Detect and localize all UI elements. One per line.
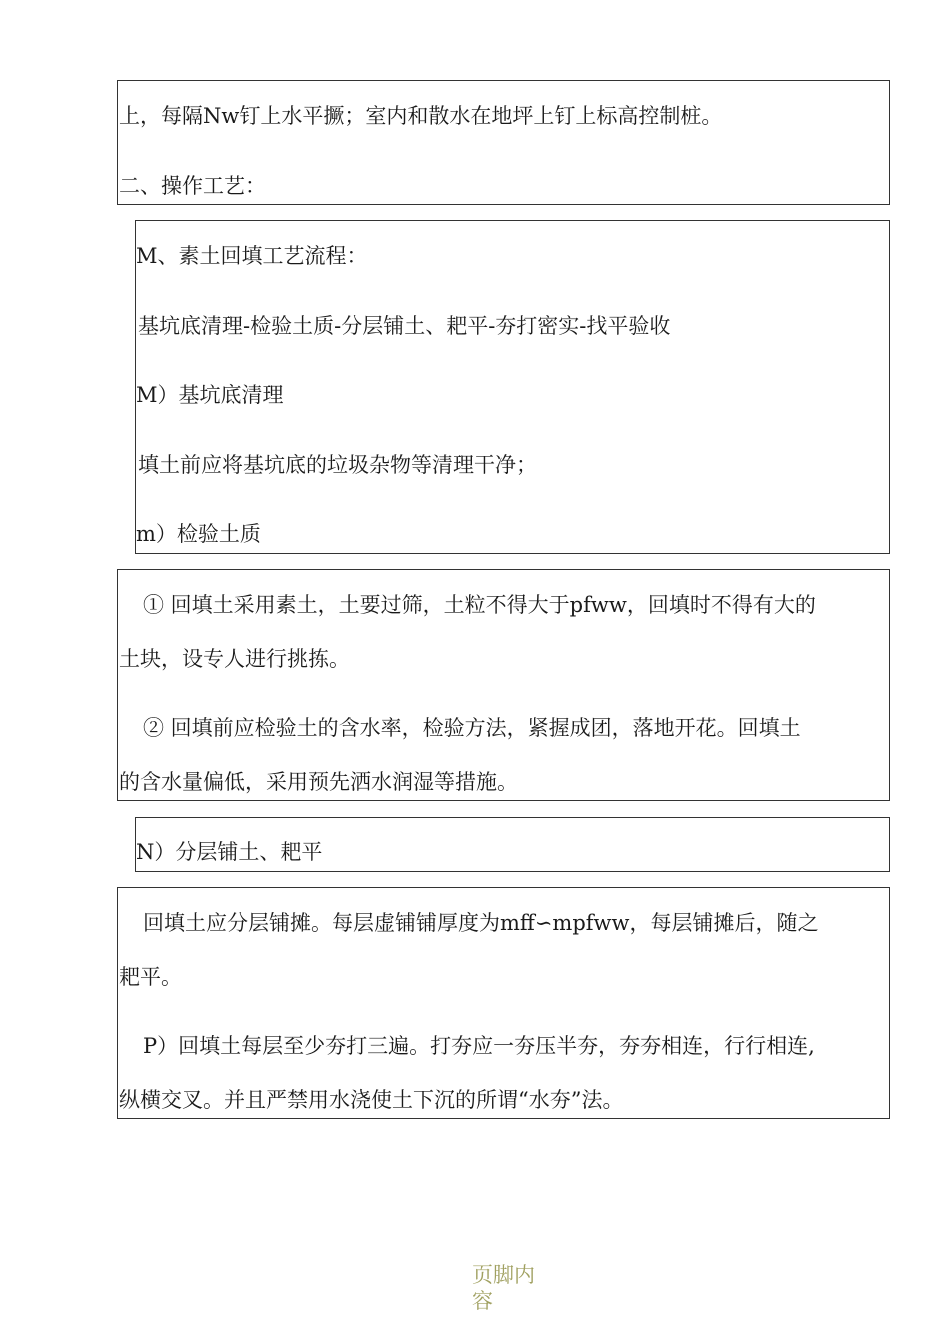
paragraph-line: P）回填土每层至少夯打三遍。打夯应一夯压半夯，夯夯相连，行行相连, (143, 1034, 815, 1058)
step-heading: N）分层铺土、耙平 (136, 840, 323, 864)
footer-line: 容 (472, 1289, 493, 1313)
section-heading: 二、操作工艺： (119, 174, 266, 198)
paragraph-line: ① 回填土采用素土，土要过筛，土粒不得大于pfww，回填时不得有大的 (143, 593, 816, 617)
paragraph-line: 上，每隔Nw钉上水平撅；室内和散水在地坪上钉上标高控制桩。 (119, 104, 723, 128)
paragraph-line: 的含水量偏低，采用预先洒水润湿等措施。 (119, 770, 518, 794)
paragraph-line: 纵横交叉。并且严禁用水浇使土下沉的所谓“水夯”法。 (119, 1088, 624, 1112)
step-heading: m）检验土质 (136, 522, 261, 546)
paragraph-line: ② 回填前应检验土的含水率，检验方法，紧握成团，落地开花。回填土 (143, 716, 801, 740)
paragraph-line: 填土前应将基坑底的垃圾杂物等清理干净； (138, 453, 537, 477)
paragraph-line: 回填土应分层铺摊。每层虚铺铺厚度为mff∽mpfww，每层铺摊后，随之 (143, 911, 819, 935)
paragraph-line: 耙平。 (119, 965, 182, 989)
footer-line: 页脚内 (472, 1263, 535, 1287)
process-flow-line: 基坑底清理-检验土质-分层铺土、耙平-夯打密实-找平验收 (138, 314, 671, 338)
page-footer (472, 1262, 552, 1314)
paragraph-line: 土块，设专人进行挑拣。 (119, 647, 350, 671)
step-heading: M）基坑底清理 (136, 383, 284, 407)
subsection-heading: M、素土回填工艺流程： (136, 244, 368, 268)
